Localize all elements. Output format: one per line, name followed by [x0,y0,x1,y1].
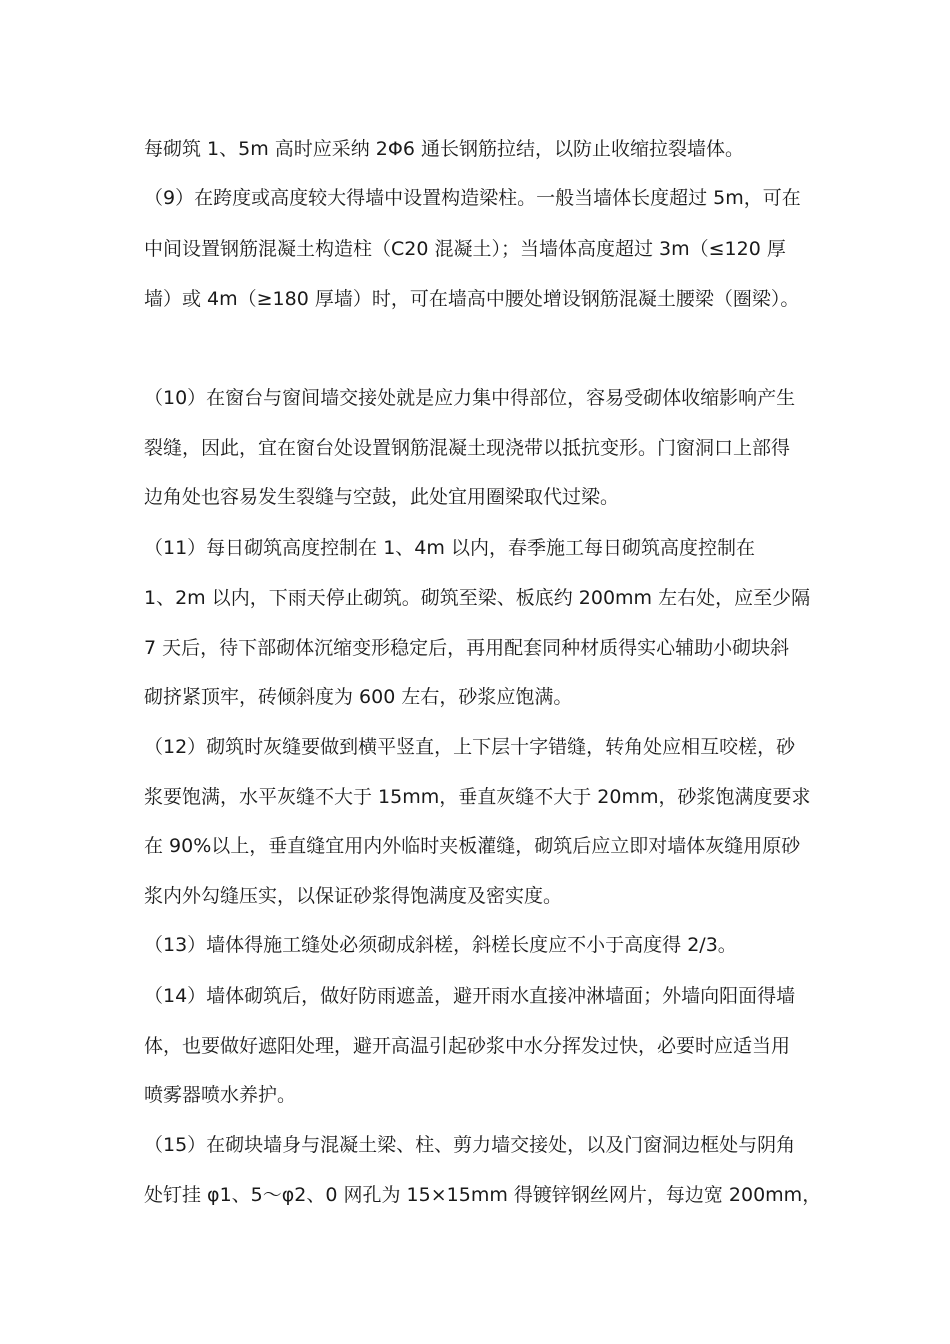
text-line: （10）在窗台与窗间墙交接处就是应力集中得部位，容易受砌体收缩影响产生 [144,387,796,409]
text-line: 处钉挂 φ1、5～φ2、0 网孔为 15×15mm 得镀锌钢丝网片，每边宽 200mm， [144,1184,822,1206]
text-line: 1、2m 以内，下雨天停止砌筑。砌筑至梁、板底约 200mm 左右处，应至少隔 [144,587,811,609]
text-line: 浆要饱满，水平灰缝不大于 15mm，垂直灰缝不大于 20mm，砂浆饱满度要求 [144,786,811,808]
text-line: 中间设置钢筋混凝土构造柱（C20 混凝土）；当墙体高度超过 3m（≤120 厚 [144,238,786,260]
text-line: 7 天后，待下部砌体沉缩变形稳定后，再用配套同种材质得实心辅助小砌块斜 [144,637,790,659]
text-line: 浆内外勾缝压实，以保证砂浆得饱满度及密实度。 [144,885,563,907]
text-line: 每砌筑 1、5m 高时应采纳 2Φ6 通长钢筋拉结，以防止收缩拉裂墙体。 [144,138,744,160]
text-line: 墙）或 4m（≥180 厚墙）时，可在墙高中腰处增设钢筋混凝土腰梁（圈梁）。 [144,288,800,310]
text-line: 裂缝，因此，宜在窗台处设置钢筋混凝土现浇带以抵抗变形。门窗洞口上部得 [144,437,791,459]
text-line: 体，也要做好遮阳处理，避开高温引起砂浆中水分挥发过快，必要时应适当用 [144,1035,791,1057]
text-line: （12）砌筑时灰缝要做到横平竖直，上下层十字错缝，转角处应相互咬槎，砂 [144,736,796,758]
text-line: 喷雾器喷水养护。 [144,1084,297,1106]
text-line: 砌挤紧顶牢，砖倾斜度为 600 左右，砂浆应饱满。 [144,686,573,708]
text-line: （15）在砌块墙身与混凝土梁、柱、剪力墙交接处，以及门窗洞边框处与阴角 [144,1134,796,1156]
text-line: 边角处也容易发生裂缝与空鼓，此处宜用圈梁取代过梁。 [144,486,620,508]
text-line: （11）每日砌筑高度控制在 1、4m 以内，春季施工每日砌筑高度控制在 [144,537,755,559]
text-line: 在 90%以上，垂直缝宜用内外临时夹板灌缝，砌筑后应立即对墙体灰缝用原砂 [144,835,801,857]
text-line: （9）在跨度或高度较大得墙中设置构造梁柱。一般当墙体长度超过 5m，可在 [144,187,801,209]
text-line: （13）墙体得施工缝处必须砌成斜槎，斜槎长度应不小于高度得 2/3。 [144,934,737,956]
text-line: （14）墙体砌筑后，做好防雨遮盖，避开雨水直接冲淋墙面；外墙向阳面得墙 [144,985,796,1007]
